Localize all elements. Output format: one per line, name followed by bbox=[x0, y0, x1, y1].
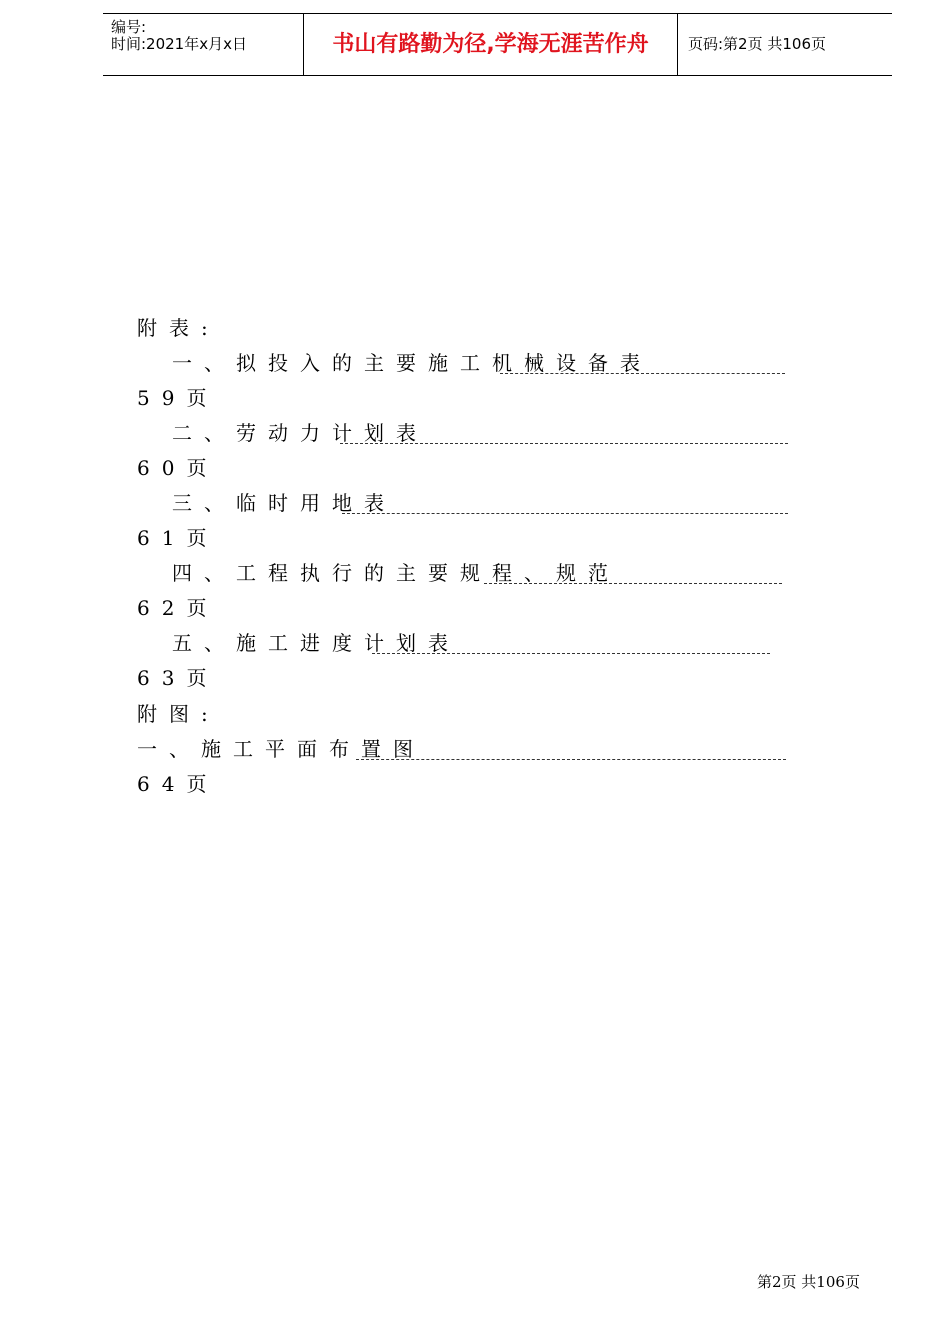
toc-item-title[interactable]: 二、劳动力计划表 bbox=[172, 421, 428, 445]
header-page-info: 页码:第2页 共106页 bbox=[688, 35, 826, 53]
header-page-cell bbox=[678, 14, 892, 75]
appendix-tables-heading: 附表: bbox=[137, 316, 220, 340]
toc-item-page: 60页 bbox=[137, 456, 219, 480]
toc-figure-page: 64页 bbox=[137, 772, 219, 796]
header-motto-cell bbox=[304, 14, 678, 75]
toc-item-page: 62页 bbox=[137, 596, 219, 620]
footer-page-info: 第2页 共106页 bbox=[757, 1273, 860, 1291]
header-motto: 书山有路勤为径,学海无涯苦作舟 bbox=[332, 32, 649, 57]
toc-item-title[interactable]: 三、临时用地表 bbox=[172, 491, 396, 515]
toc-leader bbox=[340, 443, 788, 444]
toc-figure-title[interactable]: 一、施工平面布置图 bbox=[137, 737, 425, 761]
page-header bbox=[103, 13, 892, 76]
toc-item-title[interactable]: 五、施工进度计划表 bbox=[172, 631, 460, 655]
document-number-label: 编号: bbox=[111, 18, 147, 36]
toc-leader bbox=[500, 373, 785, 374]
toc-item-page: 61页 bbox=[137, 526, 219, 550]
toc-item-page: 59页 bbox=[137, 386, 219, 410]
toc-leader bbox=[372, 653, 770, 654]
appendix-figures-heading: 附图: bbox=[137, 702, 220, 726]
toc-item-title[interactable]: 一、拟投入的主要施工机械设备表 bbox=[172, 351, 652, 375]
toc-leader bbox=[484, 583, 782, 584]
toc-leader bbox=[356, 759, 786, 760]
toc-item-title[interactable]: 四、工程执行的主要规程、规范 bbox=[172, 561, 620, 585]
toc-item-page: 63页 bbox=[137, 666, 219, 690]
header-meta-cell bbox=[103, 14, 304, 75]
toc-leader bbox=[342, 513, 788, 514]
document-date-label: 时间:2021年x月x日 bbox=[111, 35, 247, 53]
